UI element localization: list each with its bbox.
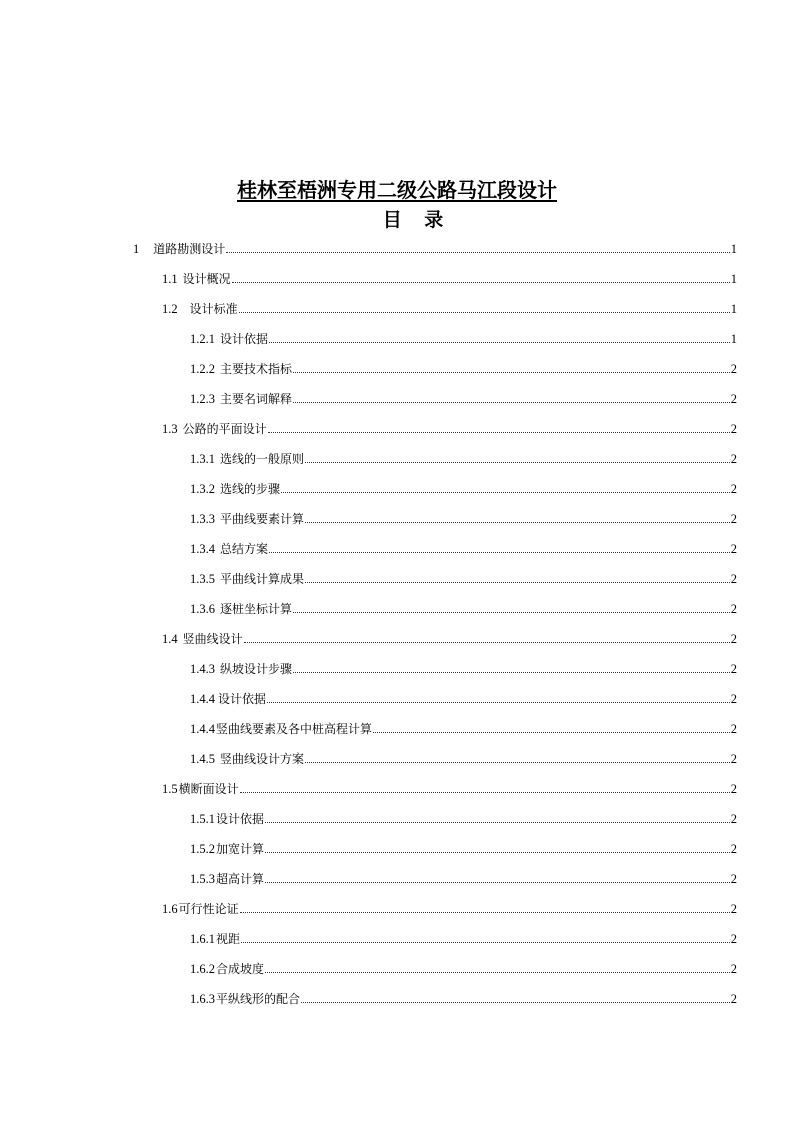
- toc-entry-page: 2: [730, 482, 737, 496]
- toc-entry-page: 2: [730, 632, 737, 646]
- toc-dot-leader: [265, 822, 730, 823]
- toc-entry-title: 纵坡设计步骤: [220, 662, 293, 676]
- toc-entry[interactable]: [190, 597, 737, 617]
- toc-entry[interactable]: [162, 267, 737, 287]
- toc-entry[interactable]: [190, 957, 737, 977]
- toc-dot-leader: [269, 342, 730, 343]
- toc-entry-number: 1.5.2: [190, 842, 215, 856]
- toc-entry-title: 横断面设计: [178, 782, 239, 796]
- toc-dot-leader: [226, 252, 729, 253]
- toc-entry[interactable]: [162, 897, 737, 917]
- toc-dot-leader: [293, 372, 730, 373]
- toc-entry-page: 2: [730, 752, 737, 766]
- toc-entry-page: 2: [730, 842, 737, 856]
- toc-entry-page: 2: [730, 422, 737, 436]
- toc-entry[interactable]: [190, 507, 737, 527]
- toc-entry-number: 1.2.3: [190, 392, 215, 406]
- toc-dot-leader: [281, 492, 730, 493]
- toc-entry-page: 1: [730, 302, 737, 316]
- toc-dot-leader: [265, 852, 730, 853]
- toc-dot-leader: [240, 912, 730, 913]
- toc-entry-title: 逐桩坐标计算: [220, 602, 293, 616]
- toc-entry-page: 2: [730, 902, 737, 916]
- toc-dot-leader: [373, 732, 730, 733]
- toc-entry-page: 2: [730, 872, 737, 886]
- toc-entry[interactable]: [162, 777, 737, 797]
- toc-entry-number: 1.4.4: [190, 722, 215, 736]
- toc-entry-page: 1: [730, 242, 737, 256]
- toc-entry-title: 设计标准: [189, 302, 238, 316]
- toc-entry-title: 选线的一般原则: [220, 452, 305, 466]
- toc-entry[interactable]: [190, 867, 737, 887]
- toc-entry[interactable]: [133, 237, 737, 257]
- toc-entry-page: 1: [730, 272, 737, 286]
- toc-entry-number: 1.4: [162, 632, 178, 646]
- toc-entry-page: 2: [730, 392, 737, 406]
- toc-entry-title: 超高计算: [216, 872, 265, 886]
- toc-entry-page: 2: [730, 452, 737, 466]
- toc-entry-page: 2: [730, 542, 737, 556]
- toc-dot-leader: [305, 522, 730, 523]
- toc-entry-title: 视距: [216, 932, 241, 946]
- toc-entry-page: 2: [730, 722, 737, 736]
- toc-entry-number: 1.5.3: [190, 872, 215, 886]
- toc-dot-leader: [241, 942, 730, 943]
- toc-entry-number: 1.3: [162, 422, 178, 436]
- toc-dot-leader: [268, 432, 730, 433]
- toc-entry[interactable]: [190, 387, 737, 407]
- toc-entry-title: 设计依据: [216, 812, 265, 826]
- toc-entry-page: 2: [730, 362, 737, 376]
- toc-entry-title: 设计概况: [182, 272, 231, 286]
- toc-entry[interactable]: [190, 327, 737, 347]
- toc-entry-number: 1.6.3: [190, 992, 215, 1006]
- toc-entry-title: 加宽计算: [216, 842, 265, 856]
- toc-entry-number: 1.1: [162, 272, 178, 286]
- toc-entry[interactable]: [162, 297, 737, 317]
- toc-entry-title: 选线的步骤: [220, 482, 281, 496]
- toc-entry-page: 2: [730, 602, 737, 616]
- toc-entry-title: 竖曲线设计: [182, 632, 243, 646]
- toc-entry-title: 合成坡度: [216, 962, 265, 976]
- toc-entry[interactable]: [190, 927, 737, 947]
- document-title: 桂林至梧洲专用二级公路马江段设计: [237, 178, 557, 202]
- toc-entry[interactable]: [190, 837, 737, 857]
- toc-entry-number: 1.2.2: [190, 362, 215, 376]
- toc-entry-title: 主要名词解释: [220, 392, 293, 406]
- toc-entry-page: 2: [730, 662, 737, 676]
- toc-entry-title: 竖曲线设计方案: [220, 752, 305, 766]
- toc-entry-number: 1.4.3: [190, 662, 215, 676]
- toc-entry[interactable]: [190, 747, 737, 767]
- toc-entry-number: 1.6.1: [190, 932, 215, 946]
- toc-entry-number: 1.4.5: [190, 752, 215, 766]
- toc-entry-title: 平曲线要素计算: [220, 512, 305, 526]
- toc-dot-leader: [269, 552, 730, 553]
- toc-entry-page: 1: [730, 332, 737, 346]
- toc-entry-page: 2: [730, 932, 737, 946]
- toc-entry[interactable]: [190, 537, 737, 557]
- toc-entry-title: 主要技术指标: [220, 362, 293, 376]
- toc-entry-page: 2: [730, 812, 737, 826]
- toc-entry-title: 设计依据: [220, 332, 269, 346]
- toc-entry-number: 1.4.4: [190, 692, 215, 706]
- toc-entry[interactable]: [162, 417, 737, 437]
- toc-entry-page: 2: [730, 962, 737, 976]
- toc-entry[interactable]: [190, 477, 737, 497]
- toc-entry-title: 设计依据: [218, 692, 267, 706]
- toc-entry-title: 平曲线计算成果: [220, 572, 305, 586]
- toc-entry-number: 1.3.3: [190, 512, 215, 526]
- toc-entry-number: 1.6: [162, 902, 178, 916]
- toc-entry-number: 1.6.2: [190, 962, 215, 976]
- toc-entry-page: 2: [730, 692, 737, 706]
- toc-dot-leader: [305, 462, 730, 463]
- toc-entry[interactable]: [190, 987, 737, 1007]
- toc-dot-leader: [265, 972, 730, 973]
- toc-dot-leader: [301, 1002, 730, 1003]
- toc-entry-number: 1.2.1: [190, 332, 215, 346]
- toc-entry-number: 1.3.1: [190, 452, 215, 466]
- toc-entry-number: 1.5: [162, 782, 178, 796]
- toc-entry-number: 1.3.5: [190, 572, 215, 586]
- toc-dot-leader: [293, 402, 730, 403]
- toc-entry-title: 道路勘测设计: [153, 242, 226, 256]
- toc-dot-leader: [267, 702, 730, 703]
- toc-entry[interactable]: [190, 447, 737, 467]
- toc-entry-number: 1: [133, 242, 140, 256]
- toc-dot-leader: [240, 792, 730, 793]
- toc-dot-leader: [293, 672, 730, 673]
- toc-entry-number: 1.3.2: [190, 482, 215, 496]
- toc-dot-leader: [239, 312, 730, 313]
- toc-entry[interactable]: [190, 567, 737, 587]
- toc-entry-page: 2: [730, 992, 737, 1006]
- toc-heading: 目 录: [382, 209, 452, 231]
- toc-dot-leader: [305, 582, 730, 583]
- toc-entry-page: 2: [730, 512, 737, 526]
- toc-entry-title: 可行性论证: [178, 902, 239, 916]
- toc-dot-leader: [232, 282, 730, 283]
- toc-entry-number: 1.3.6: [190, 602, 215, 616]
- toc-entry[interactable]: [190, 687, 737, 707]
- toc-entry-title: 总结方案: [220, 542, 269, 556]
- toc-dot-leader: [244, 642, 730, 643]
- toc-entry[interactable]: [162, 627, 737, 647]
- toc-dot-leader: [305, 762, 730, 763]
- toc-dot-leader: [293, 612, 730, 613]
- toc-entry-page: 2: [730, 572, 737, 586]
- toc-entry[interactable]: [190, 807, 737, 827]
- toc-dot-leader: [265, 882, 730, 883]
- toc-entry-title: 竖曲线要素及各中桩高程计算: [216, 722, 373, 736]
- toc-entry-page: 2: [730, 782, 737, 796]
- toc-entry-title: 公路的平面设计: [182, 422, 267, 436]
- toc-entry-number: 1.5.1: [190, 812, 215, 826]
- toc-entry[interactable]: [190, 717, 737, 737]
- toc-entry[interactable]: [190, 657, 737, 677]
- toc-entry-number: 1.3.4: [190, 542, 215, 556]
- toc-entry[interactable]: [190, 357, 737, 377]
- toc-entry-number: 1.2: [162, 302, 178, 316]
- toc-entry-title: 平纵线形的配合: [216, 992, 301, 1006]
